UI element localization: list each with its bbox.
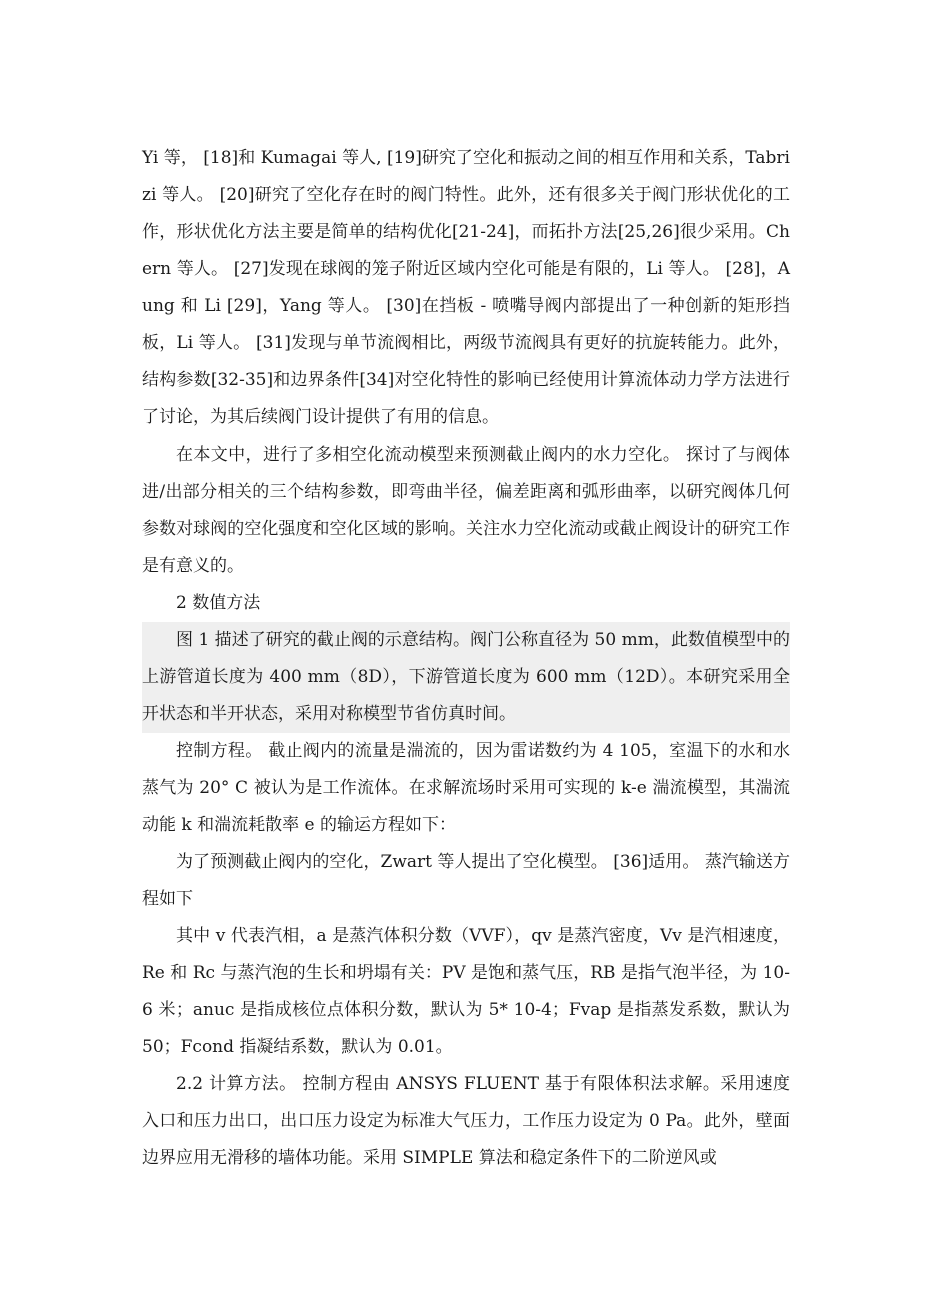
paragraph-literature-review: Yi 等， [18]和 Kumagai 等人, [19]研究了空化和振动之间的相互作用和关系，Tabrizi 等人。 [20]研究了空化存在时的阀门特性。此外，还有很多关于阀门形状优化的工作，形状优化方法主要是简单的结构优化[21-24]，而拓扑方法[25,26]很少采用。Chern 等人。 [27]发现在球阀的笼子附近区域内空化可能是有限的，Li 等人。 [28]，Aung 和 Li [29]，Yang 等人。 [30]在挡板 - 喷嘴导阀内部提出了一种创新的矩形挡板，Li 等人。 [31]发现与单节流阀相比，两级节流阀具有更好的抗旋转能力。此外，结构参数[32-35]和边界条件[34]对空化特性的影响已经使用计算流体动力学方法进行了讨论，为其后续阀门设计提供了有用的信息。 [142,148,790,427]
paragraph-governing-equations: 控制方程。 截止阀内的流量是湍流的，因为雷诺数约为 4 105，室温下的水和水蒸气为 20° C 被认为是工作流体。在求解流场时采用可实现的 k-e 湍流模型，其湍流动能 k 和湍流耗散率 e 的输运方程如下： [142,741,790,835]
paragraph-computation-method: 2.2 计算方法。 控制方程由 ANSYS FLUENT 基于有限体积法求解。采用速度入口和压力出口，出口压力设定为标准大气压力，工作压力设定为 0 Pa。此外，壁面边界应用无滑移的墙体功能。采用 SIMPLE 算法和稳定条件下的二阶逆风或 [142,1074,790,1168]
paragraph-cavitation-model: 为了预测截止阀内的空化，Zwart 等人提出了空化模型。 [36]适用。 蒸汽输送方程如下 [142,852,790,909]
paragraph-introduction-scope: 在本文中，进行了多相空化流动模型来预测截止阀内的水力空化。 探讨了与阀体进/出部分相关的三个结构参数，即弯曲半径，偏差距离和弧形曲率，以研究阀体几何参数对球阀的空化强度和空化区域的影响。关注水力空化流动或截止阀设计的研究工作是有意义的。 [142,445,790,576]
paragraph-valve-geometry: 图 1 描述了研究的截止阀的示意结构。阀门公称直径为 50 mm，此数值模型中的上游管道长度为 400 mm（8D），下游管道长度为 600 mm（12D）。本研究采用全开状态和半开状态，采用对称模型节省仿真时间。 [142,622,790,733]
paragraph-variable-definitions: 其中 v 代表汽相，a 是蒸汽体积分数（VVF），qv 是蒸汽密度，Vv 是汽相速度，Re 和 Rc 与蒸汽泡的生长和坍塌有关：PV 是饱和蒸气压，RB 是指气泡半径，为 10-6 米；anuc 是指成核位点体积分数，默认为 5* 10-4；Fvap 是指蒸发系数，默认为 50；Fcond 指凝结系数，默认为 0.01。 [142,926,790,1057]
section-heading-numerical-method: 2 数值方法 [176,593,261,613]
